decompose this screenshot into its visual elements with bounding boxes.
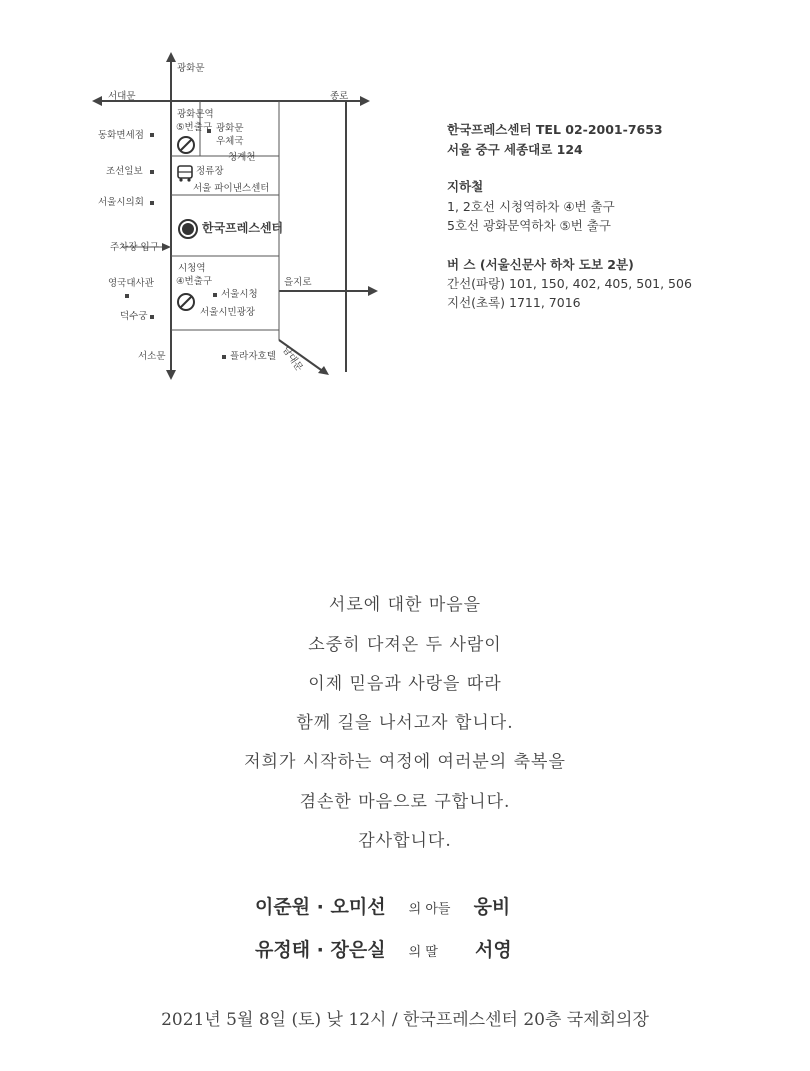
arrow-namdaemun-icon xyxy=(318,366,329,375)
label-city-hall-station: 시청역 xyxy=(178,263,206,274)
subway-title: 지하철 xyxy=(447,179,484,194)
label-exit4: ④번출구 xyxy=(176,276,213,287)
label-parking-entrance: 주차장 입구 xyxy=(110,242,159,253)
groom-parents: 이준원 · 오미선 xyxy=(255,896,386,918)
bus-icon xyxy=(178,166,192,182)
arrow-west-icon xyxy=(92,96,102,106)
groom-name: 웅비 xyxy=(473,896,511,918)
bus-line-2: 지선(초록) 1711, 7016 xyxy=(447,295,581,310)
label-namdaemun: 남대문 xyxy=(279,344,305,374)
message-line: 감사합니다. xyxy=(358,831,452,851)
label-deoksugung: 덕수궁 xyxy=(120,311,148,322)
venue-phone: 한국프레스센터 TEL 02-2001-7653 xyxy=(447,122,663,137)
arrow-euljiro-icon xyxy=(368,286,378,296)
arrow-south-icon xyxy=(166,370,176,380)
label-seoul-city-hall: 서울시청 xyxy=(221,289,258,300)
bride-row xyxy=(255,941,512,960)
message-line: 함께 길을 나서고자 합니다. xyxy=(296,713,514,733)
label-euljiro: 을지로 xyxy=(284,277,312,288)
label-seoul-council: 서울시의회 xyxy=(98,197,144,208)
bus-line-1: 간선(파랑) 101, 150, 402, 405, 501, 506 xyxy=(447,276,692,291)
label-chosun-ilbo: 조선일보 xyxy=(106,166,143,177)
venue-address: 서울 중구 세종대로 124 xyxy=(447,142,583,157)
label-seosomun: 서소문 xyxy=(138,351,166,362)
bride-relation: 의 딸 xyxy=(408,945,438,960)
label-dong-duty-free: 동화면세점 xyxy=(98,130,144,141)
label-jongno: 종로 xyxy=(330,91,349,102)
label-gwanghwamun-post-1: 광화문 xyxy=(216,123,244,134)
subway-line-2: 5호선 광화문역하차 ⑤번 출구 xyxy=(447,218,611,233)
groom-relation: 의 아들 xyxy=(408,902,451,917)
arrow-east-icon xyxy=(360,96,370,106)
message-line: 이제 믿음과 사랑을 따라 xyxy=(308,674,502,694)
label-seoul-finance-center: 서울 파이낸스센터 xyxy=(193,183,270,194)
message-line: 저희가 시작하는 여정에 여러분의 축복을 xyxy=(244,752,566,772)
message-line: 서로에 대한 마음을 xyxy=(328,595,482,615)
bride-name: 서영 xyxy=(475,939,512,961)
message-line: 소중히 다져온 두 사람이 xyxy=(308,635,502,655)
label-plaza-hotel: 플라자호텔 xyxy=(230,351,276,362)
label-uk-embassy: 영국대사관 xyxy=(108,278,154,289)
label-gwanghwamun: 광화문 xyxy=(177,63,205,74)
label-bus-stop: 정류장 xyxy=(196,166,224,177)
label-exit5: ⑤번출구 xyxy=(176,122,213,133)
subway-line-1: 1, 2호선 시청역하차 ④번 출구 xyxy=(447,199,615,214)
label-seodaemun: 서대문 xyxy=(108,91,136,102)
label-cheonggyecheon: 청계천 xyxy=(228,152,256,163)
bus-title: 버 스 (서울신문사 하차 도보 2분) xyxy=(447,257,634,272)
message-line: 겸손한 마음으로 구합니다. xyxy=(299,792,511,812)
arrow-parking-icon xyxy=(162,243,171,251)
event-details: 2021년 5월 8일 (토) 낮 12시 / 한국프레스센터 20층 국제회의장 xyxy=(161,1010,649,1030)
label-gwanghwamun-post-2: 우체국 xyxy=(216,136,244,147)
bride-parents: 유정태 · 장은실 xyxy=(255,939,386,961)
label-press-center: 한국프레스센터 xyxy=(202,221,284,235)
label-gwanghwamun-station: 광화문역 xyxy=(177,109,214,120)
groom-row xyxy=(255,898,510,917)
label-seoul-plaza: 서울시민광장 xyxy=(200,307,256,318)
arrow-north-icon xyxy=(166,52,176,62)
